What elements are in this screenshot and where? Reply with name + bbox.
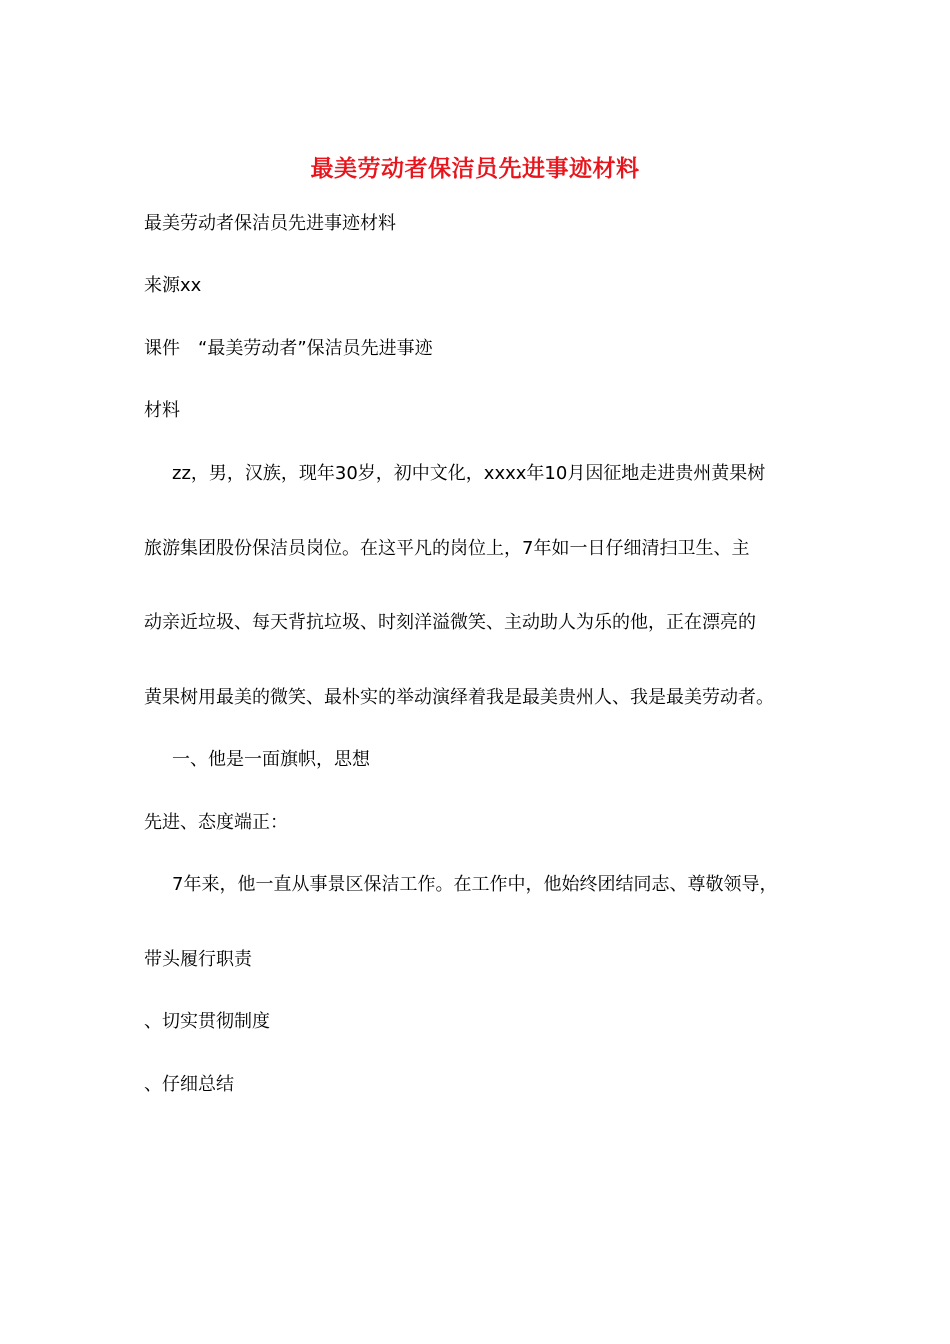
paragraph-heading: 最美劳动者保洁员先进事迹材料: [144, 213, 396, 234]
body-paragraph-line: 黄果树用最美的微笑、最朴实的举动演绎着我是最美贵州人、我是最美劳动者。: [144, 687, 774, 708]
body-paragraph-line: 带头履行职责: [144, 949, 252, 970]
body-paragraph-line: 旅游集团股份保洁员岗位。在这平凡的岗位上，7年如一日仔细清扫卫生、主: [144, 538, 750, 559]
category-line: 课件 “最美劳动者”保洁员先进事迹: [144, 338, 433, 359]
section-heading-continued: 先进、态度端正：: [144, 812, 288, 833]
category-line-continued: 材料: [144, 400, 180, 421]
body-paragraph-line: 、切实贯彻制度: [144, 1011, 270, 1032]
section-heading: 一、他是一面旗帜，思想: [172, 749, 370, 770]
body-paragraph-line: 动亲近垃圾、每天背抗垃圾、时刻洋溢微笑、主动助人为乐的他，正在漂亮的: [144, 612, 756, 633]
body-paragraph-line: 7年来，他一直从事景区保洁工作。在工作中，他始终团结同志、尊敬领导，: [172, 874, 778, 895]
document-title: 最美劳动者保洁员先进事迹材料: [310, 155, 640, 182]
body-paragraph-line: 、仔细总结: [144, 1074, 234, 1095]
body-paragraph-line: zz，男，汉族，现年30岁，初中文化，xxxx年10月因征地走进贵州黄果树: [172, 463, 766, 484]
source-line: 来源xx: [144, 275, 202, 296]
